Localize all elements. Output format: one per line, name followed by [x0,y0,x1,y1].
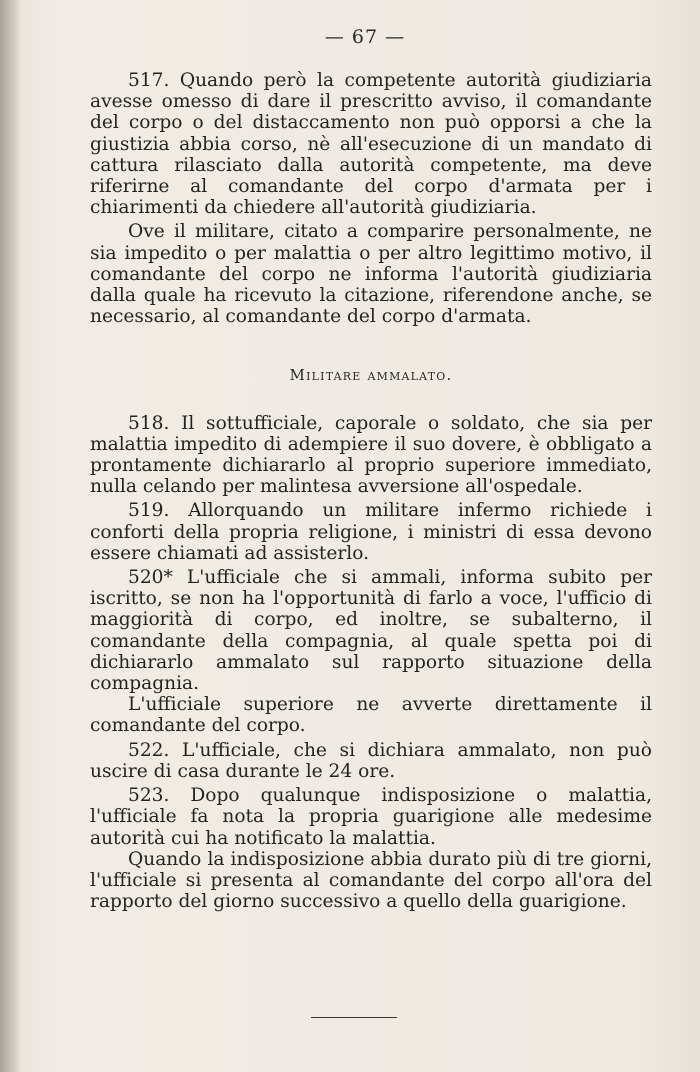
end-rule [311,1017,397,1018]
paragraph-517-continuation: Ove il militare, citato a comparire personalmente, ne sia impedito o per malattia o per altro legittimo motivo, il comandante del corpo ne informa l'autorità giudiziaria dalla quale ha ricevuto la citazione, riferendone anche, se necessario, al comandante del corpo d'armata. [90,221,652,328]
paragraph-523-continuation: Quando la indisposizione abbia durato più di tre giorni, l'ufficiale si presenta al comandante del corpo all'ora del rapporto del giorno successivo a quello della guarigione. [90,848,652,913]
paragraph-522: 522. L'ufficiale, che si dichiara ammalato, non può uscire di casa durante le 24 ore. [90,739,652,782]
page-body [90,70,652,912]
page-number: — 67 — [324,26,406,48]
page-gutter-shadow [0,0,20,1072]
paragraph-523: 523. Dopo qualunque indisposizione o malattia, l'ufficiale fa nota la propria guarigione alle medesime autorità cui ha notificato la malattia. [90,785,652,849]
paragraph-519: 519. Allorquando un militare infermo richiede i conforti della propria religione, i ministri di essa devono essere chiamati ad assisterlo. [90,500,652,564]
paragraph-520: 520* L'ufficiale che si ammali, informa subito per iscritto, se non ha l'opportunità di farlo a voce, l'ufficio di maggiorità di corpo, ed inoltre, se subalterno, il comandante della compagnia, al quale spetta poi di dichiararlo ammalato sul rapporto situazione della compagnia. [90,567,652,695]
paragraph-518: 518. Il sottufficiale, caporale o soldato, che sia per malattia impedito di adempiere il suo dovere, è obbligato a prontamente dichiararlo al proprio superiore immediato, nulla celando per malintesa avversione all'ospedale. [90,412,652,498]
section-heading: Militare ammalato. [289,366,453,385]
paragraph-517: 517. Quando però la competente autorità giudiziaria avesse omesso di dare il prescritto avviso, il comandante del corpo o del distaccamento non può opporsi a che la giustizia abbia corso, nè all'esecuzione di un mandato di cattura rilasciato dalla autorità competente, ma deve riferirne al comandante del corpo d'armata per i chiarimenti da chiedere all'autorità giudiziaria. [90,70,652,219]
paragraph-520-continuation: L'ufficiale superiore ne avverte direttamente il comandante del corpo. [90,694,652,737]
